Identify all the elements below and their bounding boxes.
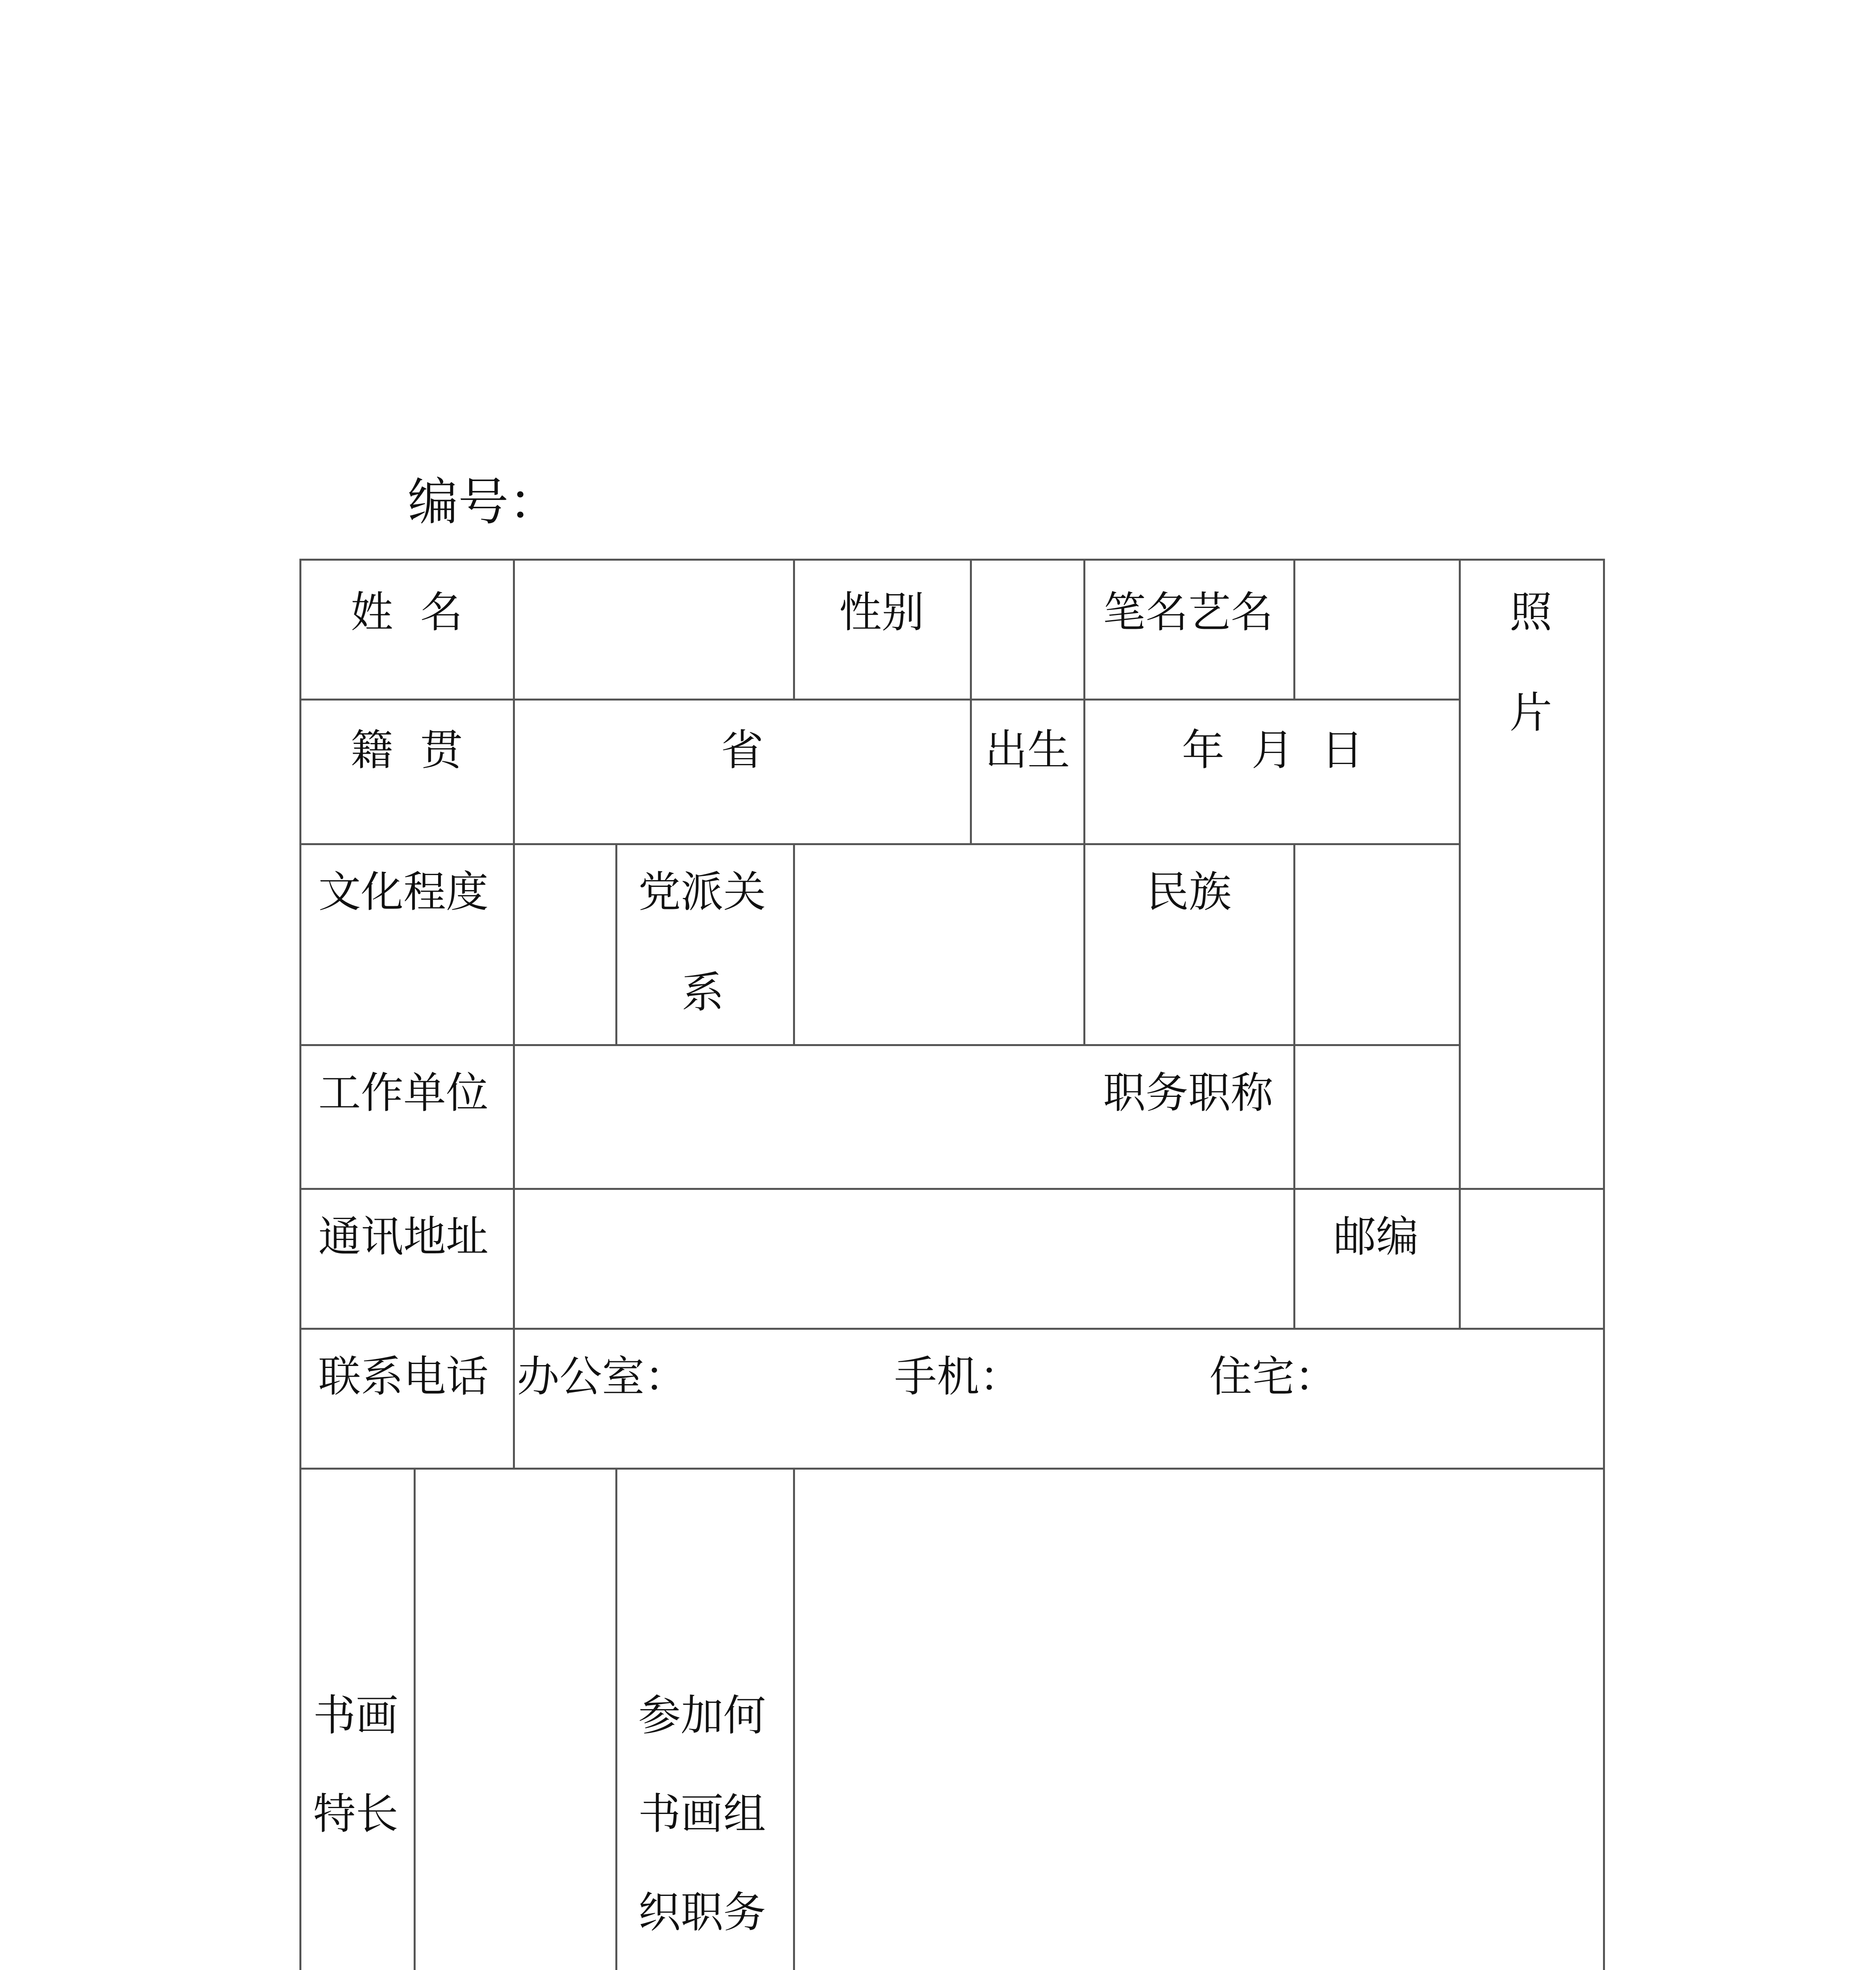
table-border-left (299, 559, 301, 1970)
work-unit-label: 工作单位 (318, 1069, 489, 1118)
education-label: 文化程度 (318, 868, 489, 917)
province-suffix: 省 (721, 726, 764, 775)
name-field[interactable] (515, 561, 793, 699)
address-field[interactable] (515, 1190, 1293, 1328)
ethnicity-label: 民族 (1146, 868, 1232, 917)
birth-date-format: 年 月 日 (1182, 726, 1364, 775)
column-divider (615, 1468, 617, 1970)
specialty-label: 书画 (313, 1691, 399, 1740)
postcode-label: 邮编 (1334, 1212, 1419, 1262)
education-field[interactable] (515, 845, 615, 1044)
party-field[interactable] (795, 845, 1083, 1044)
gender-label: 性别 (839, 588, 925, 637)
photo-label: 照 (1510, 588, 1553, 637)
pen-name-field[interactable] (1295, 561, 1459, 699)
column-divider (793, 559, 795, 701)
office-phone-label: 办公室： (517, 1352, 687, 1401)
phone-label: 联系电话 (318, 1352, 489, 1401)
ethnicity-field[interactable] (1295, 845, 1459, 1044)
job-title-field[interactable] (1295, 1046, 1459, 1188)
job-title-label: 职务职称 (1103, 1069, 1274, 1118)
organization-label: 织职务 (638, 1888, 766, 1937)
organization-field[interactable] (795, 1470, 1603, 1970)
specialty-field[interactable] (416, 1470, 615, 1970)
work-unit-field[interactable] (515, 1046, 1083, 1188)
party-label: 系 (682, 968, 724, 1017)
table-border-right (1603, 559, 1605, 1970)
photo-label: 片 (1510, 688, 1553, 738)
column-divider (615, 843, 617, 1046)
home-phone-field[interactable] (1332, 1330, 1603, 1468)
column-divider (1293, 1188, 1295, 1330)
specialty-label: 特长 (313, 1790, 399, 1839)
organization-label: 书画组 (638, 1790, 766, 1839)
office-phone-field[interactable] (678, 1330, 886, 1468)
birth-label: 出生 (985, 726, 1070, 775)
gender-field[interactable] (972, 561, 1083, 699)
home-phone-label: 住宅： (1209, 1352, 1337, 1401)
pen-name-label: 笔名艺名 (1103, 588, 1274, 637)
address-label: 通讯地址 (318, 1212, 489, 1262)
name-label: 姓 名 (351, 588, 463, 637)
organization-label: 参加何 (638, 1691, 766, 1740)
photo-area[interactable] (1461, 561, 1603, 1188)
document-number-label: 编号： (408, 473, 559, 532)
postcode-field[interactable] (1461, 1190, 1603, 1328)
mobile-field[interactable] (1009, 1330, 1205, 1468)
party-label: 党派关 (638, 868, 766, 917)
mobile-label: 手机： (894, 1352, 1022, 1401)
native-place-label: 籍 贯 (351, 726, 463, 775)
